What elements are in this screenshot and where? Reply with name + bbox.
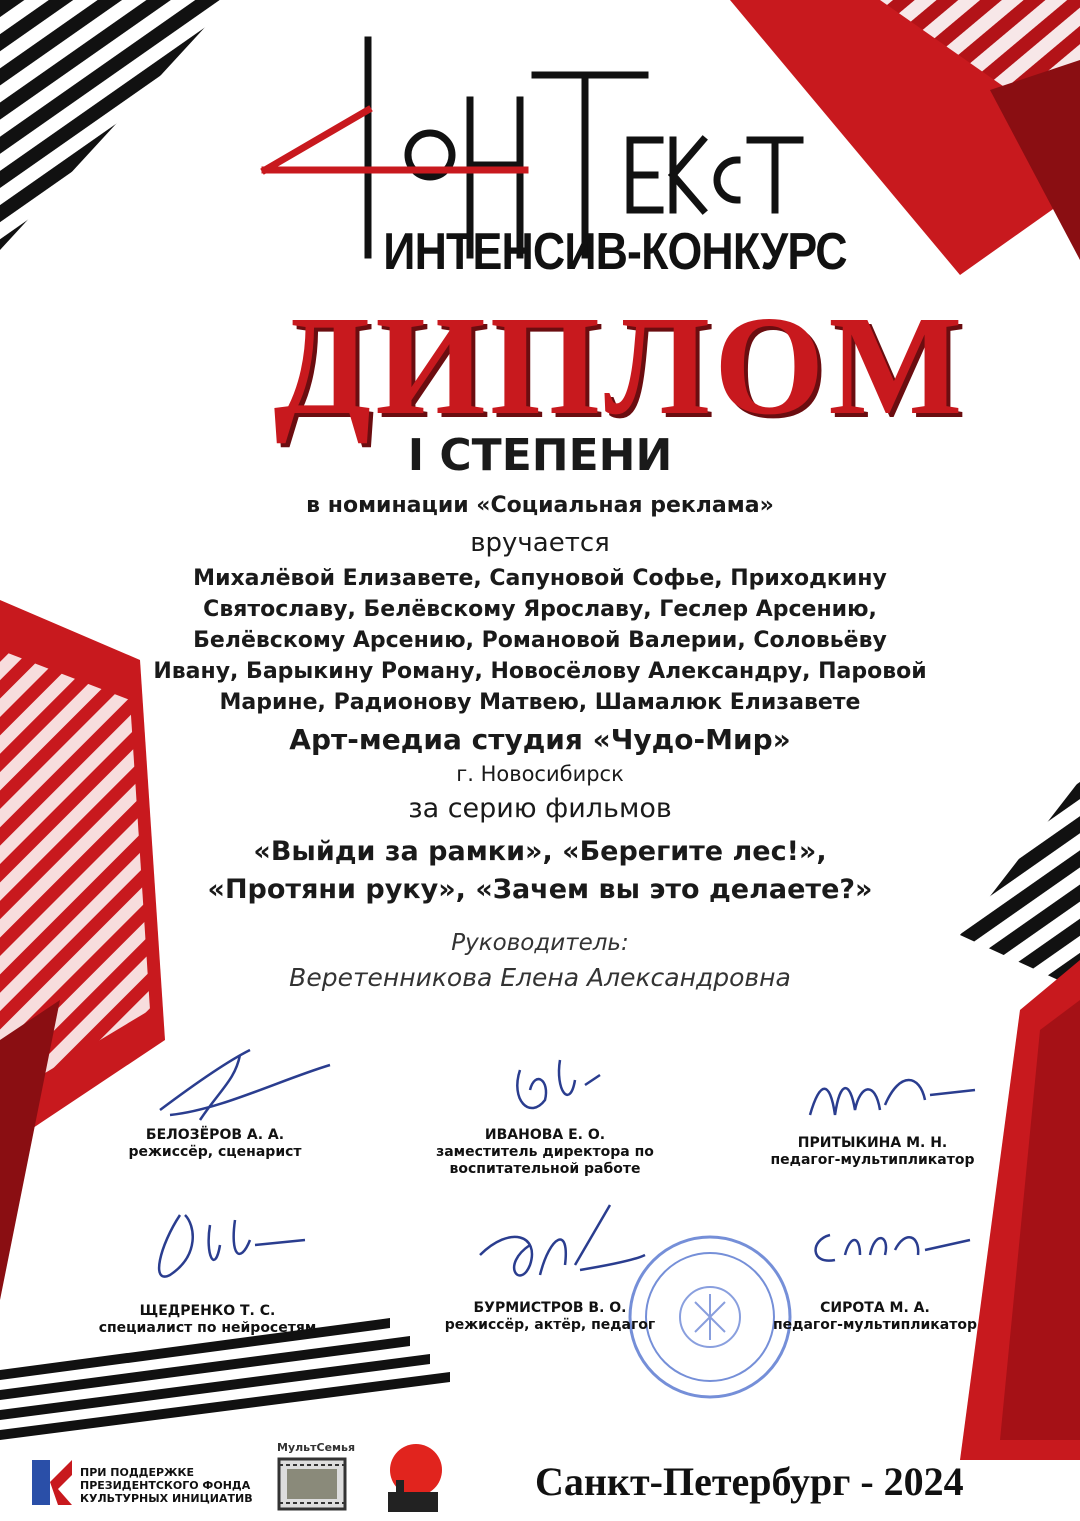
signatory-role: режиссёр, сценарист xyxy=(128,1144,302,1160)
top-left-stripes xyxy=(0,0,230,250)
signatory-name: СИРОТА М. А. xyxy=(820,1300,930,1316)
signature-belozerov xyxy=(140,1040,340,1130)
signatory-3 xyxy=(745,1135,1000,1169)
films-line-1: «Выйди за рамки», «Берегите лес!», xyxy=(253,836,827,867)
signatory-name: ПРИТЫКИНА М. Н. xyxy=(797,1135,948,1151)
place-and-year: Санкт-Петербург - 2024 xyxy=(535,1459,964,1504)
signature-ivanova xyxy=(500,1040,620,1130)
contest-title: ИНТЕНСИВ-КОНКУРС xyxy=(383,223,847,281)
signatory-2 xyxy=(410,1127,680,1178)
signatory-role: педагог-мультипликатор xyxy=(770,1152,975,1168)
signatory-4 xyxy=(70,1303,345,1337)
recipients-list: Михалёвой Елизавете, Сапуновой Софье, Приходкину Святославу, Белёвскому Ярославу, Геслер Арсению, Белёвскому Арсению, Романовой Валерии, Соловьёву Ивану, Барыкину Роману, Новосёлову Александру, Паровой Марине, Радионову Матвею, Шамалюк Елизавете xyxy=(153,566,927,715)
fund-support-text: ПРИ ПОДДЕРЖКЕ ПРЕЗИДЕНТСКОГО ФОНДА КУЛЬТУРНЫХ ИНИЦИАТИВ xyxy=(80,1466,253,1505)
series-label: за серию фильмов xyxy=(408,793,672,824)
city: г. Новосибирск xyxy=(456,762,624,786)
leader-label: Руководитель: xyxy=(451,930,629,956)
signatory-name: БЕЛОЗЁРОВ А. А. xyxy=(145,1127,285,1143)
nomination: в номинации «Социальная реклама» xyxy=(306,493,774,518)
signatory-name: БУРМИСТРОВ В. О. xyxy=(473,1300,627,1316)
signatory-role: специалист по нейросетям xyxy=(98,1320,317,1336)
leader-name: Веретенникова Елена Александровна xyxy=(289,963,791,992)
signatory-role: режиссёр, актёр, педагог xyxy=(444,1317,656,1333)
signature-pritykina xyxy=(800,1060,980,1130)
signatory-5 xyxy=(420,1300,680,1334)
studio-name: Арт-медиа студия «Чудо-Мир» xyxy=(289,723,791,756)
signatory-role: заместитель директора по воспитательной работе xyxy=(436,1144,654,1177)
multsemya-label: МультСемья xyxy=(277,1441,356,1454)
signature-shchedrenko xyxy=(140,1195,310,1295)
diploma-heading: ДИПЛОМ xyxy=(273,286,967,444)
signatory-1 xyxy=(100,1127,330,1161)
school-logo-icon xyxy=(378,1440,448,1515)
signatory-name: ИВАНОВА Е. О. xyxy=(484,1127,606,1143)
signatory-role: педагог-мультипликатор xyxy=(772,1317,978,1333)
awarded-text: вручается xyxy=(470,528,610,558)
signature-burmistrov xyxy=(470,1195,650,1300)
degree-heading: I СТЕПЕНИ xyxy=(407,430,673,481)
multsemya-logo-icon xyxy=(277,1457,347,1512)
signature-sirota xyxy=(800,1210,980,1280)
fund-logo-icon xyxy=(22,1455,77,1510)
signatory-6 xyxy=(760,1300,990,1334)
film-titles xyxy=(0,833,1080,909)
films-line-2: «Протяни руку», «Зачем вы это делаете?» xyxy=(207,874,873,905)
signatory-name: ЩЕДРЕНКО Т. С. xyxy=(139,1303,276,1319)
